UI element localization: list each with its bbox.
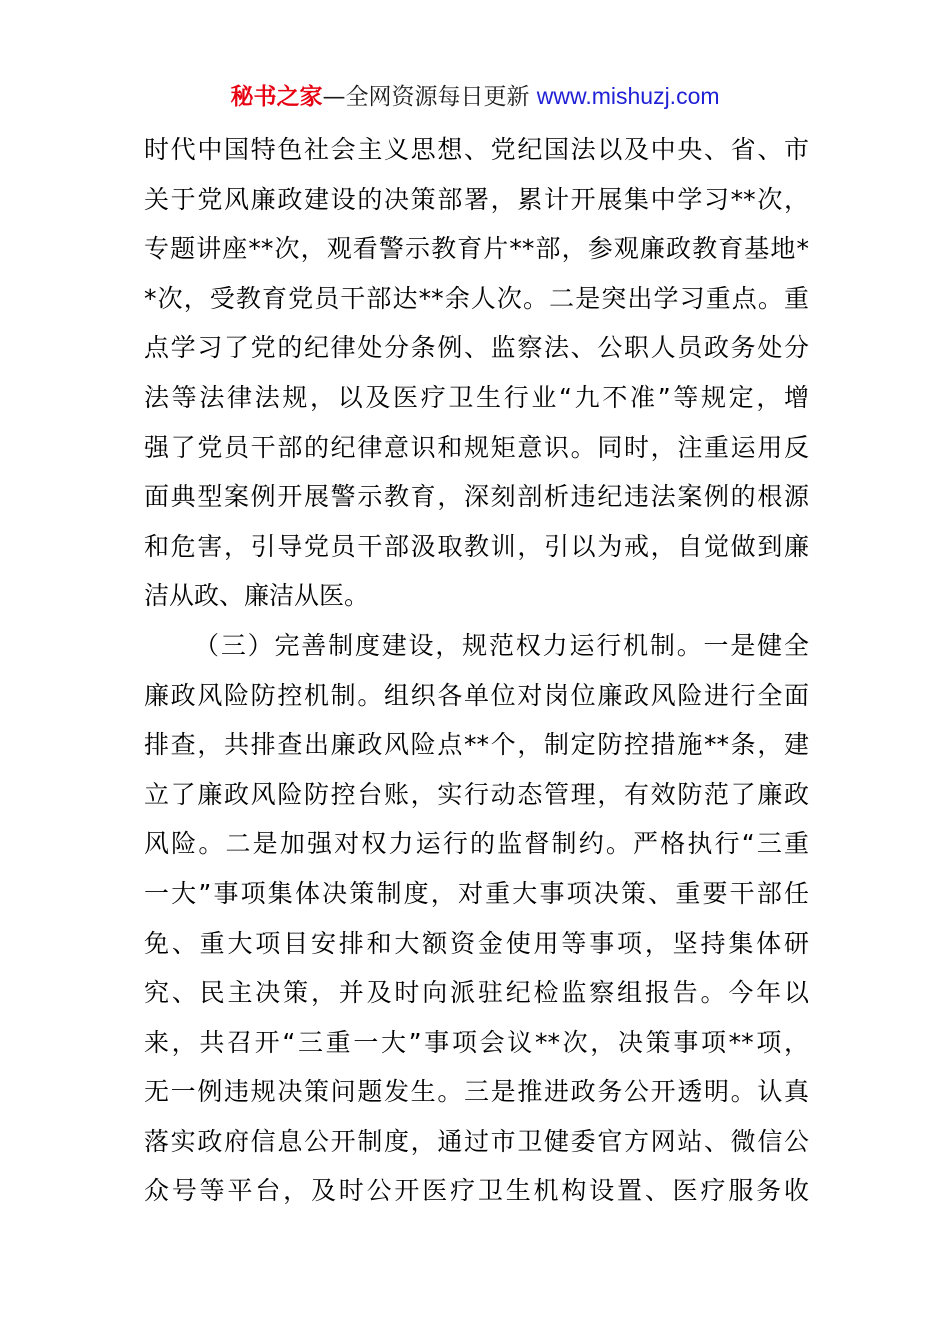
- text-line: 究、民主决策，并及时向派驻纪检监察组报告。今年以: [144, 978, 809, 1008]
- header-tagline: —全网资源每日更新: [322, 84, 530, 110]
- page-header: [0, 78, 950, 115]
- text-line: 面典型案例开展警示教育，深刻剖析违纪违法案例的根源: [144, 482, 809, 512]
- document-body: [144, 125, 809, 1216]
- text-line: 立了廉政风险防控台账，实行动态管理，有效防范了廉政: [144, 779, 809, 809]
- paragraph-end-line: 洁从政、廉洁从医。: [144, 581, 370, 611]
- text-line: 廉政风险防控机制。组织各单位对岗位廉政风险进行全面: [144, 680, 809, 710]
- text-line: 风险。二是加强对权力运行的监督制约。严格执行“三重: [144, 829, 809, 859]
- text-line: 落实政府信息公开制度，通过市卫健委官方网站、微信公: [144, 1126, 809, 1156]
- text-line: 一大”事项集体决策制度，对重大事项决策、重要干部任: [144, 878, 809, 908]
- text-line: 法等法律法规，以及医疗卫生行业“九不准”等规定，增: [144, 382, 809, 412]
- text-line: 点学习了党的纪律处分条例、监察法、公职人员政务处分: [144, 333, 809, 363]
- brand-name: 秘书之家: [230, 84, 323, 110]
- website-link[interactable]: www.mishuzj.com: [536, 83, 720, 109]
- text-line: 强了党员干部的纪律意识和规矩意识。同时，注重运用反: [144, 432, 809, 462]
- text-line: 无一例违规决策问题发生。三是推进政务公开透明。认真: [144, 1077, 809, 1107]
- text-line: 专题讲座**次，观看警示教育片**部，参观廉政教育基地*: [144, 234, 809, 264]
- text-line: 和危害，引导党员干部汲取教训，引以为戒，自觉做到廉: [144, 531, 809, 561]
- text-line: 排查，共排查出廉政风险点**个，制定防控措施**条，建: [144, 730, 809, 760]
- section-heading-line: （三）完善制度建设，规范权力运行机制。一是健全: [194, 630, 809, 660]
- text-line: 关于党风廉政建设的决策部署，累计开展集中学习**次，: [144, 184, 809, 214]
- text-line: 免、重大项目安排和大额资金使用等事项，坚持集体研: [144, 928, 809, 958]
- text-line: 来，共召开“三重一大”事项会议**次，决策事项**项，: [144, 1027, 809, 1057]
- text-line: 众号等平台，及时公开医疗卫生机构设置、医疗服务收: [144, 1176, 809, 1206]
- text-line: 时代中国特色社会主义思想、党纪国法以及中央、省、市: [144, 135, 809, 164]
- text-line: *次，受教育党员干部达**余人次。二是突出学习重点。重: [144, 283, 809, 313]
